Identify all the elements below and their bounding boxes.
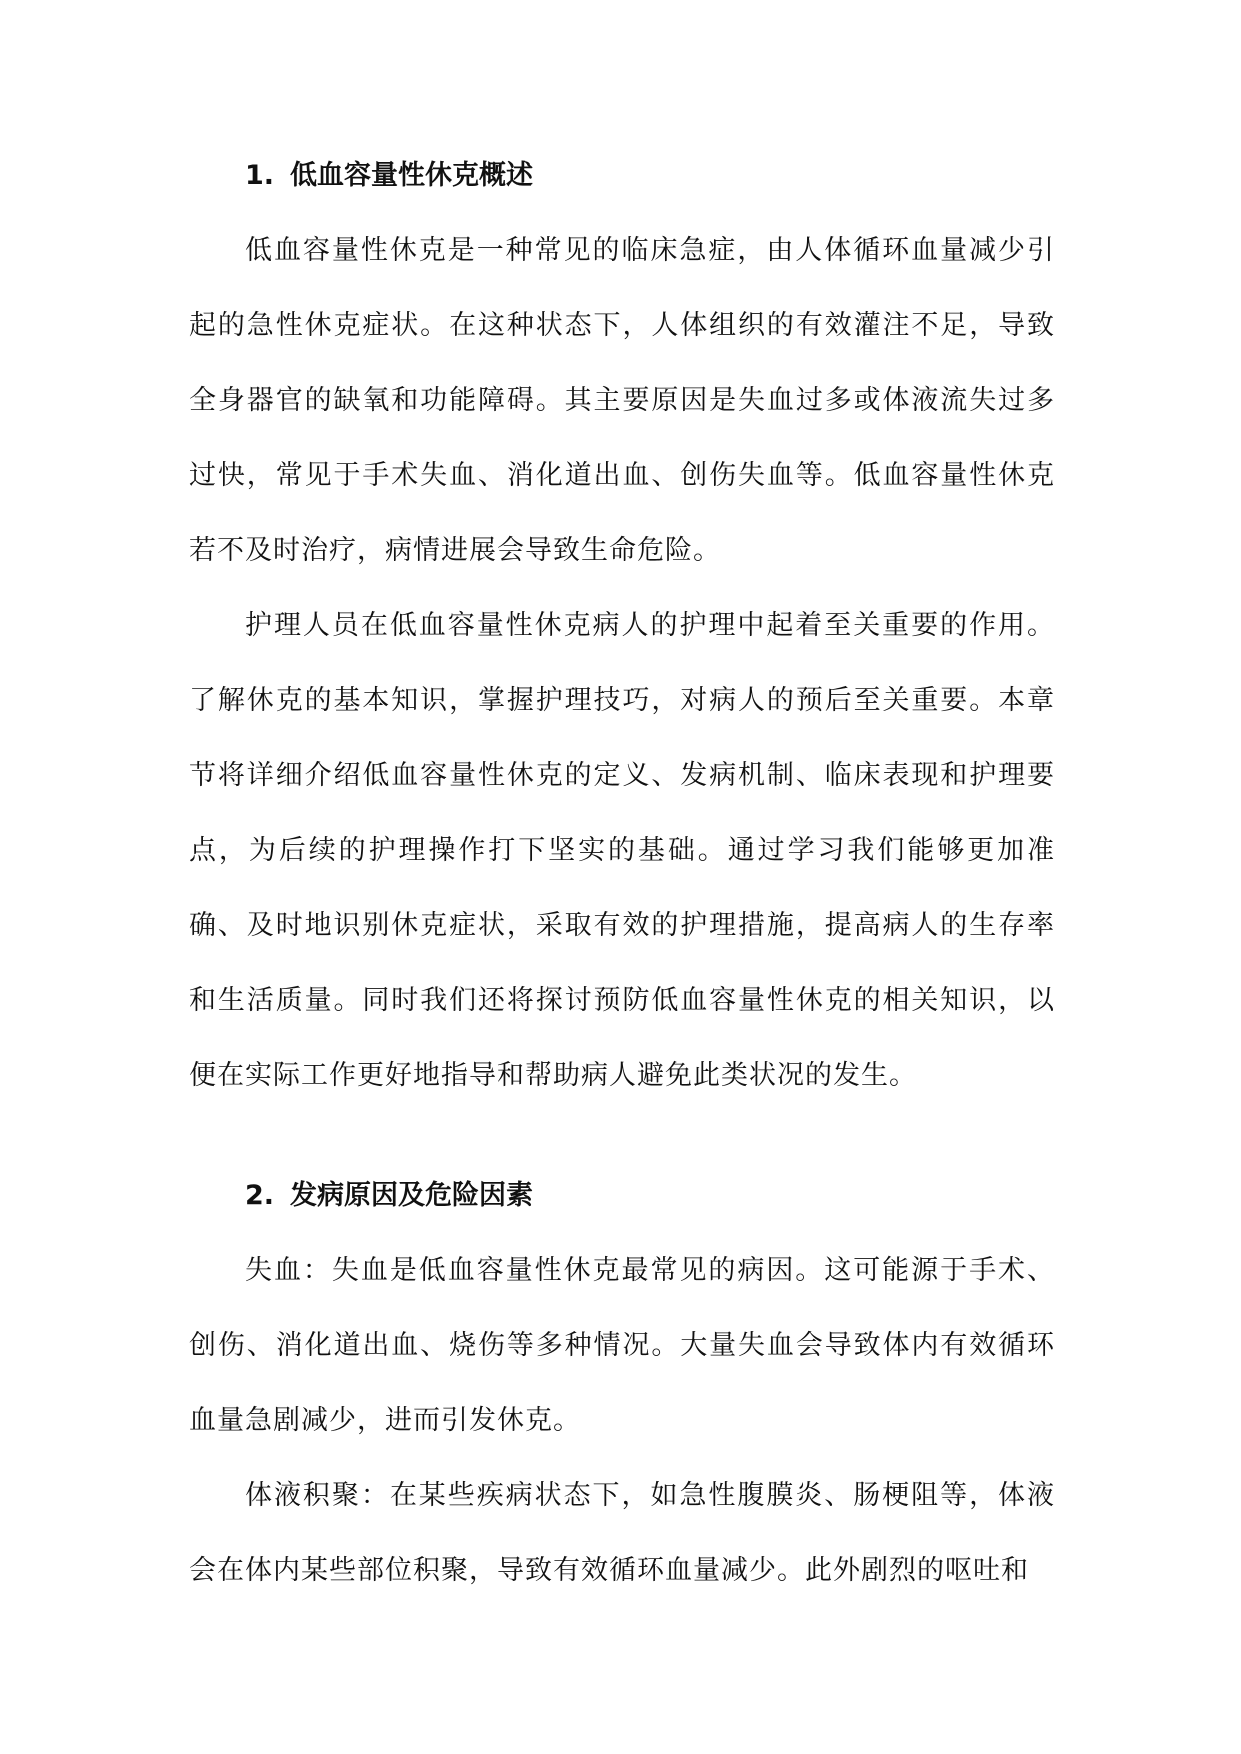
section-heading-1 (189, 144, 1055, 208)
section-number: 1. (245, 160, 275, 191)
paragraph: 低血容量性休克是一种常见的临床急症，由人体循环血量减少引起的急性休克症状。在这种状态下，人体组织的有效灌注不足，导致全身器官的缺氧和功能障碍。其主要原因是失血过多或体液流失过多过快，常见于手术失血、消化道出血、创伤失血等。低血容量性休克若不及时治疗，病情进展会导致生命危险。 (189, 235, 1055, 566)
section-title: 发病原因及危险因素 (290, 1180, 534, 1211)
document-body (189, 144, 1055, 1608)
paragraph: 护理人员在低血容量性休克病人的护理中起着至关重要的作用。了解休克的基本知识，掌握护理技巧，对病人的预后至关重要。本章节将详细介绍低血容量性休克的定义、发病机制、临床表现和护理要点，为后续的护理操作打下坚实的基础。通过学习我们能够更加准确、及时地识别休克症状，采取有效的护理措施，提高病人的生存率和生活质量。同时我们还将探讨预防低血容量性休克的相关知识，以便在实际工作更好地指导和帮助病人避免此类状况的发生。 (189, 610, 1055, 1091)
paragraph: 体液积聚：在某些疾病状态下，如急性腹膜炎、肠梗阻等，体液会在体内某些部位积聚，导致有效循环血量减少。此外剧烈的呕吐和 (189, 1480, 1055, 1586)
section-title: 低血容量性休克概述 (290, 160, 534, 191)
section-number: 2. (245, 1180, 275, 1211)
paragraph: 失血：失血是低血容量性休克最常见的病因。这可能源于手术、创伤、消化道出血、烧伤等多种情况。大量失血会导致体内有效循环血量急剧减少，进而引发休克。 (189, 1255, 1055, 1436)
section-heading-2 (189, 1164, 1055, 1228)
section-spacer (189, 1113, 1055, 1164)
